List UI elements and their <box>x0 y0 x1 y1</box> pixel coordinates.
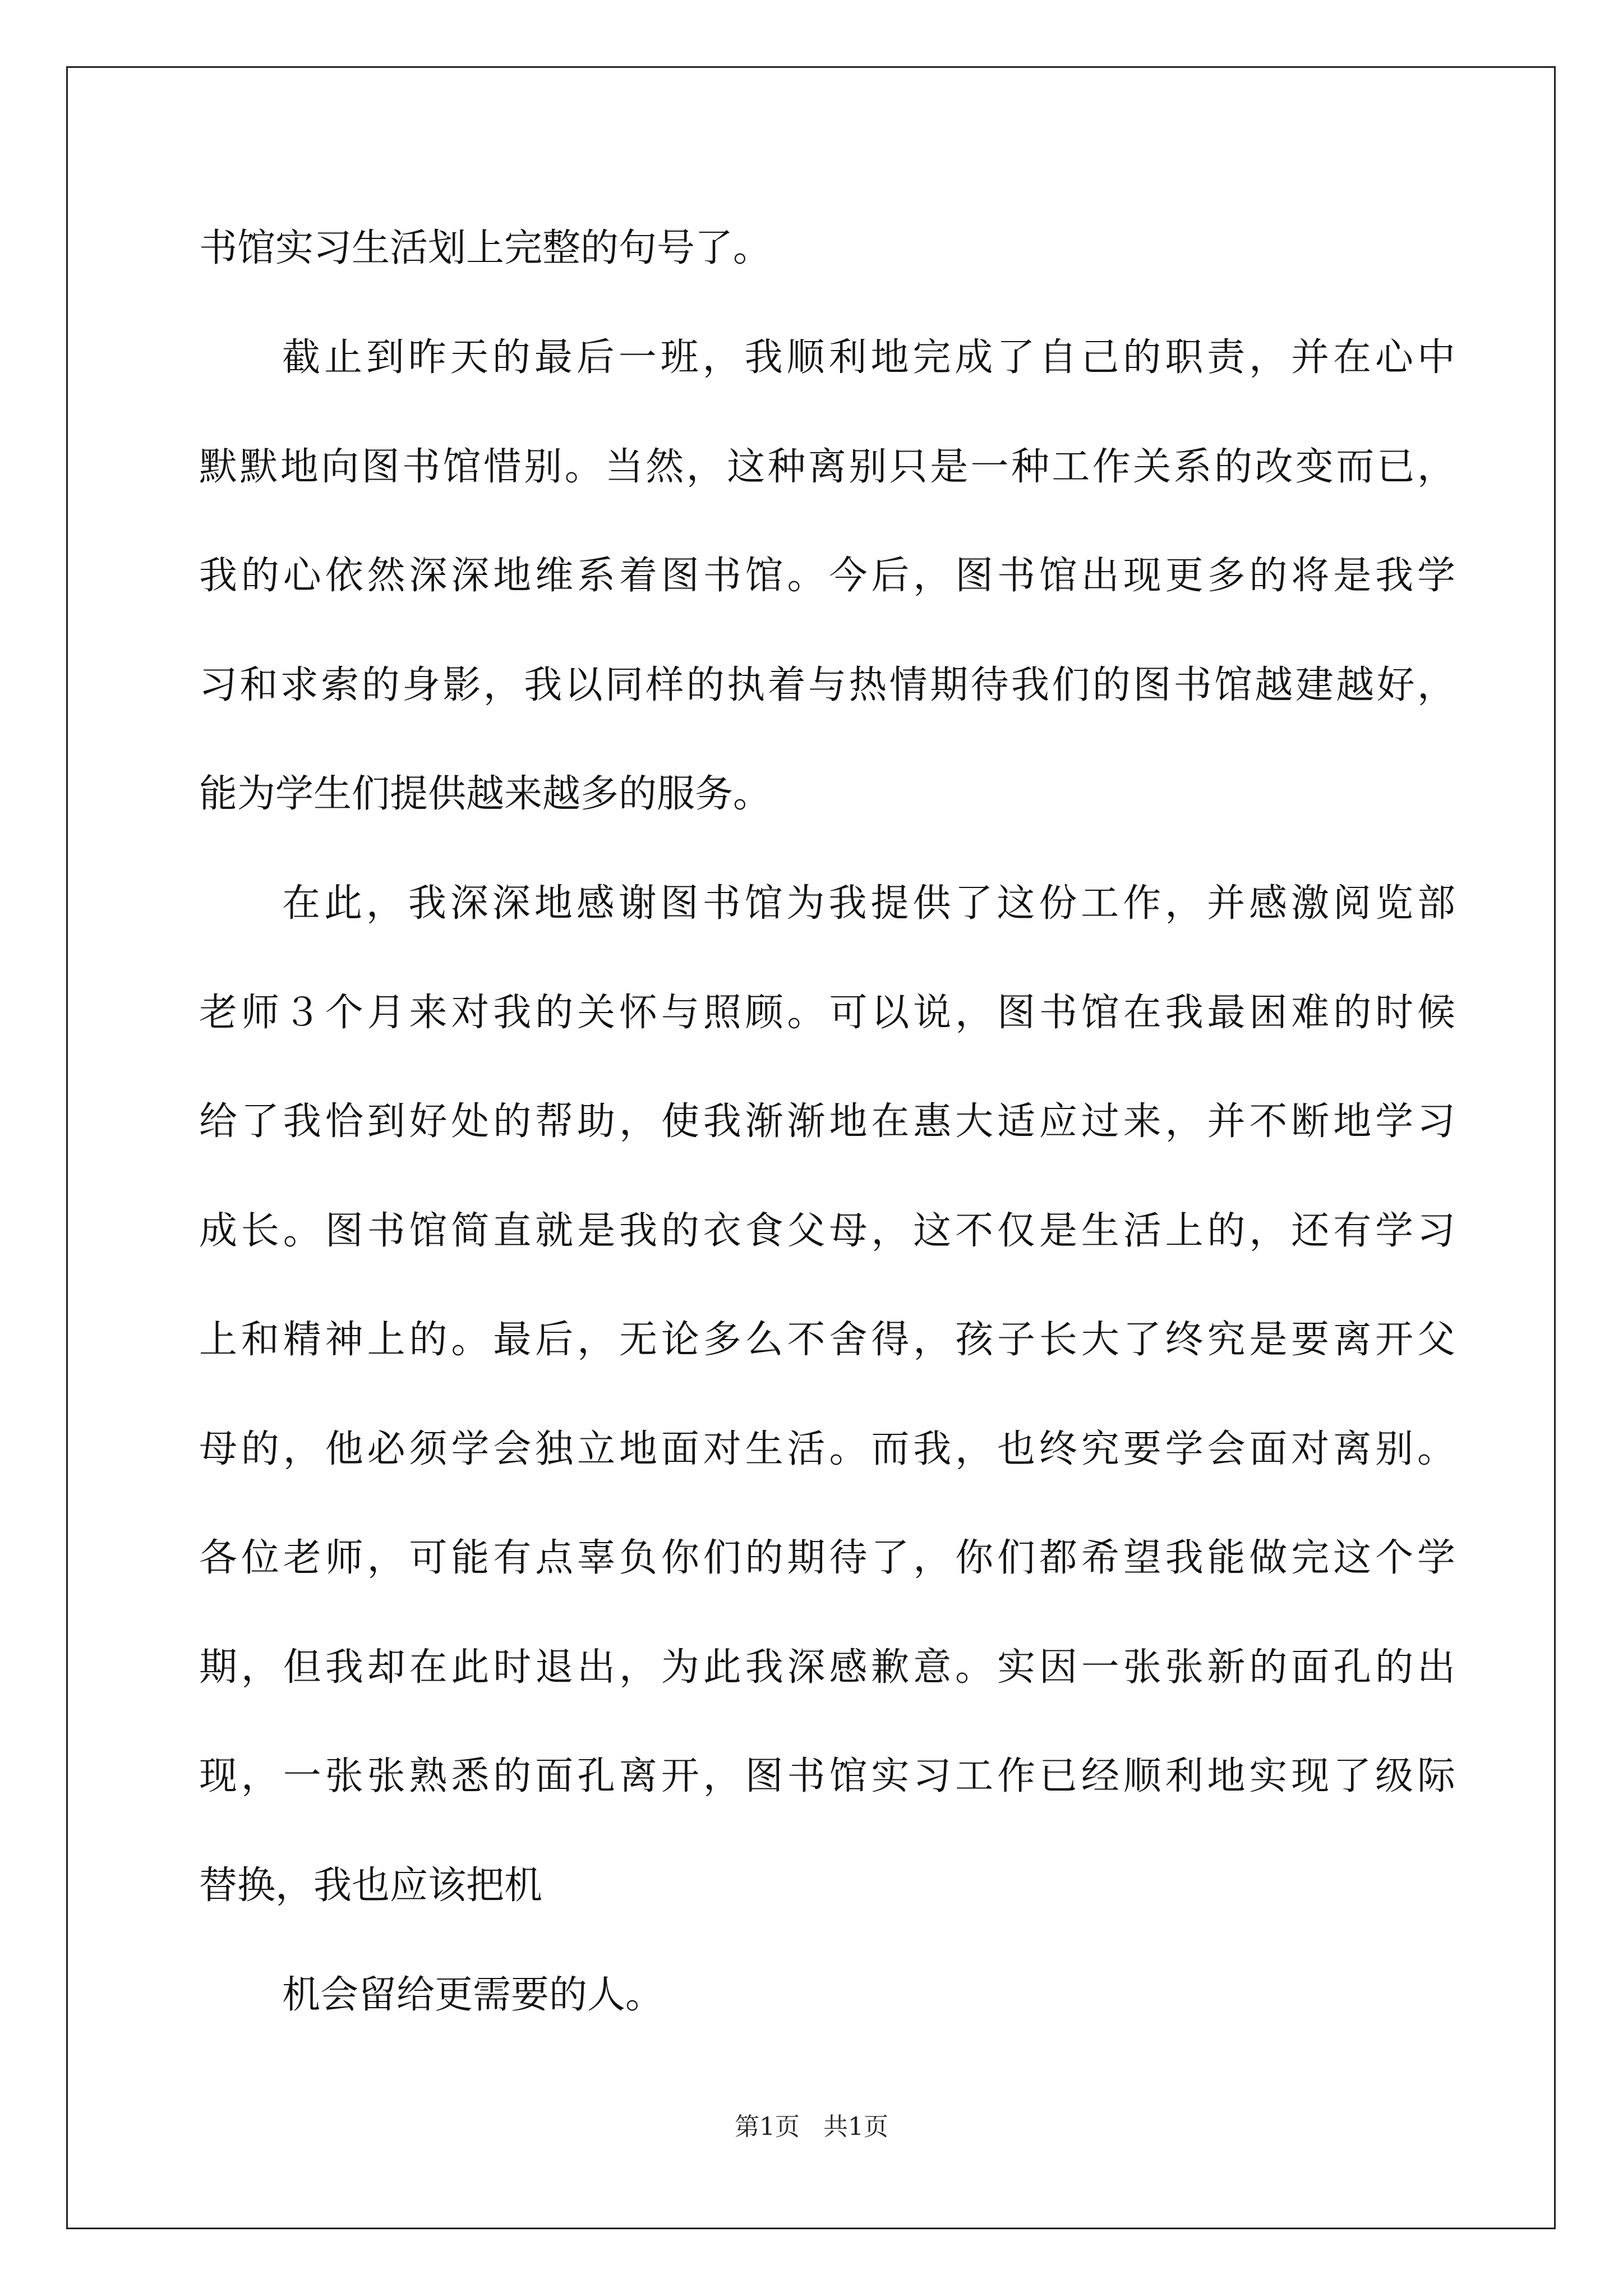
text-line: 替换，我也应该把机 <box>199 1864 543 1908</box>
text-line: 我的心依然深深地维系着图书馆。今后，图书馆出现更多的将是我学 <box>199 554 1455 598</box>
text-line: 默默地向图书馆惜别。当然，这种离别只是一种工作关系的改变而已， <box>199 445 1455 489</box>
text-line: 上和精神上的。最后，无论多么不舍得，孩子长大了终究是要离开父 <box>199 1318 1455 1362</box>
text-line: 截止到昨天的最后一班，我顺利地完成了自己的职责，并在心中 <box>282 335 1455 380</box>
text-line: 习和求索的身影，我以同样的执着与热情期待我们的图书馆越建越好， <box>199 663 1455 707</box>
text-line: 给了我恰到好处的帮助，使我渐渐地在惠大适应过来，并不断地学习 <box>199 1099 1455 1144</box>
text-line: 老师３个月来对我的关怀与照顾。可以说，图书馆在我最困难的时候 <box>199 991 1455 1035</box>
text-line: 母的，他必须学会独立地面对生活。而我，也终究要学会面对离别。 <box>199 1427 1455 1471</box>
text-line: 机会留给更需要的人。 <box>282 1973 664 2017</box>
page-number-label: 第1页 <box>735 2113 800 2141</box>
text-line: 在此，我深深地感谢图书馆为我提供了这份工作，并感激阅览部 <box>282 881 1455 926</box>
text-line: 现，一张张熟悉的面孔离开，图书馆实习工作已经顺利地实现了级际 <box>199 1754 1455 1798</box>
text-line: 能为学生们提供越来越多的服务。 <box>199 772 772 816</box>
text-line: 各位老师，可能有点辜负你们的期待了，你们都希望我能做完这个学 <box>199 1536 1455 1580</box>
text-line: 书馆实习生活划上完整的句号了。 <box>199 226 772 270</box>
page-footer <box>0 2111 1623 2143</box>
page-total-label: 共1页 <box>823 2113 888 2141</box>
text-line: 成长。图书馆简直就是我的衣食父母，这不仅是生活上的，还有学习 <box>199 1209 1455 1253</box>
text-line: 期，但我却在此时退出，为此我深感歉意。实因一张张新的面孔的出 <box>199 1645 1455 1690</box>
